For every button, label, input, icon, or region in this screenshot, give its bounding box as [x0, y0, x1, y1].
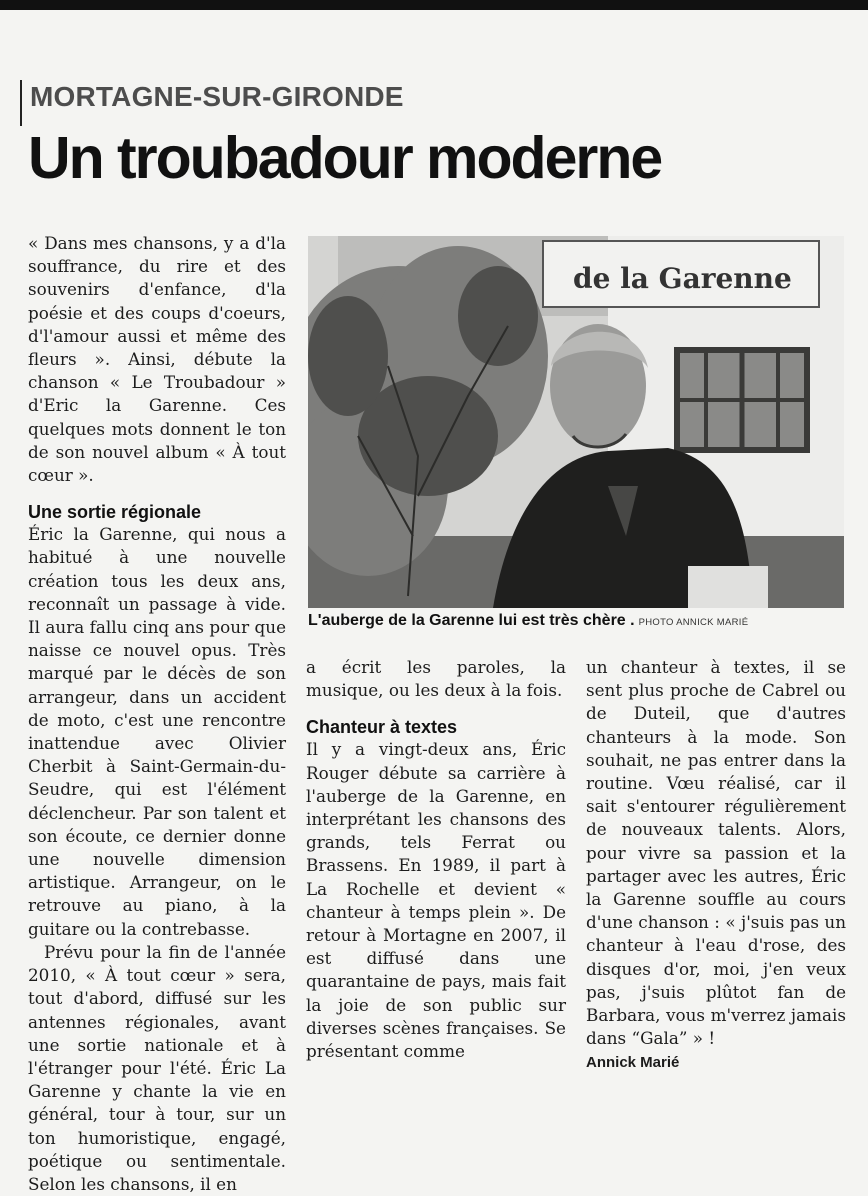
body-paragraph: Il y a vingt-deux ans, Éric Rouger débute sa carrière à l'auberge de la Garenne, en interprétant les chansons des grands, tels Ferrat ou Brassens. En 1989, il part à La Rochelle et devient « chanteur à temps plein ». De retour à Mortagne en 2007, il est diffusé dans une quarantaine de pays, mais fait la joie de son public sur diverses scènes françaises. Se présentant comme: [306, 739, 566, 1062]
section-heading-sortie: Une sortie régionale: [28, 502, 202, 523]
headline: Un troubadour moderne: [28, 125, 662, 191]
caption-text: L'auberge de la Garenne lui est très chère .: [308, 612, 635, 629]
author-signature: Annick Marié: [586, 1054, 680, 1072]
intro-paragraph: « Dans mes chansons, y a d'la souffrance, du rire et des souvenirs d'enfance, d'la poésie et des coups d'coeurs, d'l'amour aussi et même des fleurs ». Ainsi, débute la chanson « Le Troubadour » d'Eric la Garenne. Ces quelques mots donnent le ton de son nouvel album « À tout cœur ».: [28, 233, 286, 486]
top-border: [0, 0, 868, 10]
column-1: [28, 232, 286, 1196]
body-paragraph: Prévu pour la fin de l'année 2010, « À tout cœur » sera, tout d'abord, diffusé sur les antennes régionales, avant une sortie nationale et à l'étranger pour l'été. Éric La Garenne y chante la vie en général, tour à tour, sur un ton humoristique, engagé, poétique ou sentimentale. Selon les chansons, il en: [28, 941, 286, 1194]
sign-text: de la Garenne: [573, 262, 792, 295]
body-paragraph: un chanteur à textes, il se sent plus proche de Cabrel ou de Duteil, que d'autres chanteurs à la mode. Son souhait, ne pas entrer dans la routine. Vœu réalisé, car il sait s'entourer régulièrement de nouveaux talents. Alors, pour vivre sa passion et la partager avec les autres, Éric la Garenne souffle au cours d'une chanson : « j'suis pas un chanteur à l'eau d'rose, des disques d'or, moi, j'en veux pas, j'suis plûtot fan de Barbara, vous m'verrez jamais dans “Gala” » !: [586, 657, 846, 1049]
body-paragraph: a écrit les paroles, la musique, ou les deux à la fois.: [306, 657, 566, 701]
kicker-rule: [20, 80, 22, 126]
body-paragraph: Éric la Garenne, qui nous a habitué à une nouvelle création tous les deux ans, reconnaît un passage à vide. Il aura fallu cinq ans pour que naisse ce nouvel opus. Très marqué par le décès de son arrangeur, dans un accident de moto, c'est une rencontre inattendue avec Olivier Cherbit à Saint-Germain-du-Seudre, qui est l'élément déclencheur. Par son talent et son écoute, ce dernier donne une nouvelle dimension artistique. Arrangeur, on le retrouve au piano, à la guitare ou la contrebasse.: [28, 524, 286, 939]
kicker: MORTAGNE-SUR-GIRONDE: [30, 81, 404, 112]
column-3: [586, 656, 846, 1075]
column-2: [306, 656, 566, 1063]
section-heading-chanteur: Chanteur à textes: [306, 717, 458, 738]
article-photo: [308, 236, 844, 608]
photo-caption: [308, 612, 848, 630]
photo-credit: PHOTO ANNICK MARIÉ: [638, 617, 749, 628]
